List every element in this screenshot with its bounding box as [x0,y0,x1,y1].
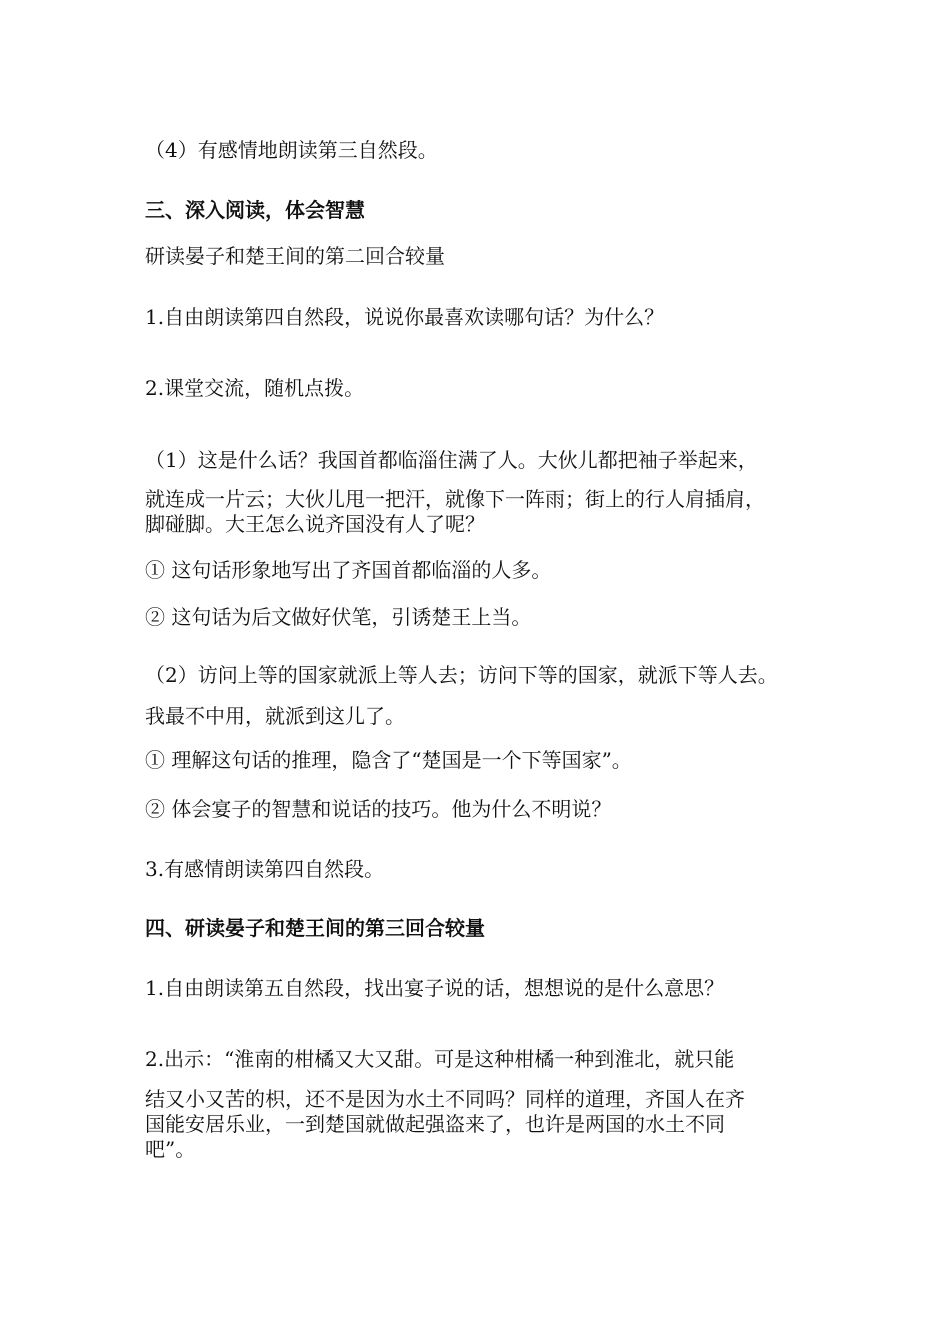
text-line-item-2: 2.课堂交流，随机点拨。 [145,376,365,400]
text-line-quote-2a: （2）访问上等的国家就派上等人去；访问下等的国家，就派下等人去。 [145,663,778,687]
subheading-round-2: 研读晏子和楚王间的第二回合较量 [145,244,445,268]
text-line-point-1: ① 这句话形象地写出了齐国首都临淄的人多。 [145,558,552,582]
text-line-display-b: 结又小又苦的枳，还不是因为水土不同吗？同样的道理，齐国人在齐 [145,1087,745,1111]
section-heading-4: 四、研读晏子和楚王间的第三回合较量 [145,916,485,940]
text-line-display-c: 国能安居乐业，一到楚国就做起强盗来了，也许是两国的水土不同 [145,1112,725,1136]
text-line-quote-1c: 脚碰脚。大王怎么说齐国没有人了呢？ [145,512,485,536]
text-line-point-4: ② 体会宴子的智慧和说话的技巧。他为什么不明说？ [145,797,612,821]
text-line-item-1: 1.自由朗读第四自然段，说说你最喜欢读哪句话？为什么？ [145,305,665,329]
text-line-display-a: 2.出示：“淮南的柑橘又大又甜。可是这种柑橘一种到淮北，就只能 [145,1047,735,1071]
text-line-step-4: （4）有感情地朗读第三自然段。 [145,138,438,162]
text-line-quote-1a: （1）这是什么话？我国首都临淄住满了人。大伙儿都把袖子举起来， [145,448,758,472]
text-line-quote-1b: 就连成一片云；大伙儿甩一把汗，就像下一阵雨；街上的行人肩插肩， [145,487,765,511]
text-line-display-d: 吧”。 [145,1137,196,1161]
text-line-item-3: 3.有感情朗读第四自然段。 [145,857,385,881]
text-line-item-1b: 1.自由朗读第五自然段，找出宴子说的话，想想说的是什么意思？ [145,976,725,1000]
text-line-point-3: ① 理解这句话的推理，隐含了“楚国是一个下等国家”。 [145,748,632,772]
text-line-quote-2b: 我最不中用，就派到这儿了。 [145,704,405,728]
section-heading-3: 三、深入阅读，体会智慧 [145,198,365,222]
text-line-point-2: ② 这句话为后文做好伏笔，引诱楚王上当。 [145,605,532,629]
